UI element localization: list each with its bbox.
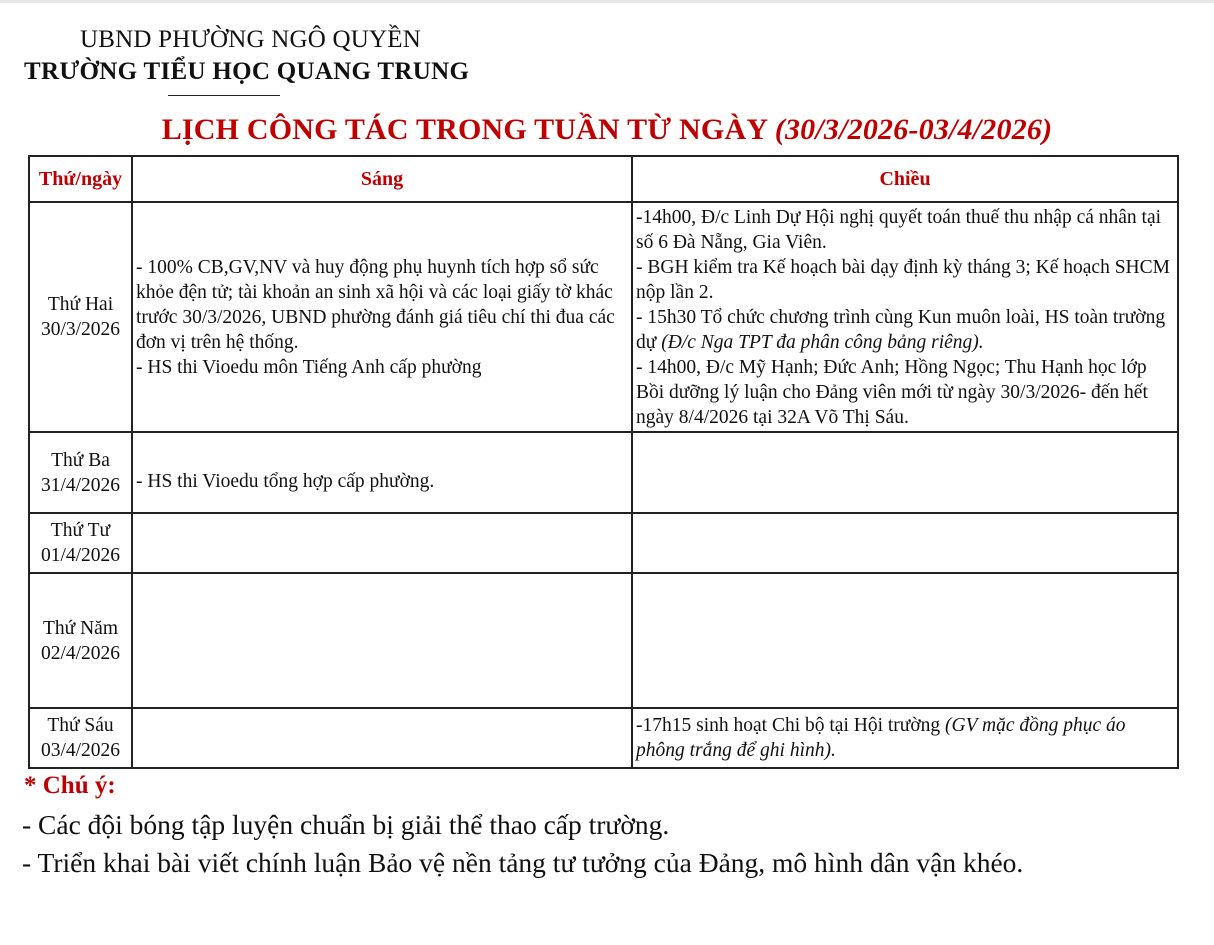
afternoon-item xyxy=(636,713,1174,763)
day-cell xyxy=(29,202,132,432)
school-name: TRƯỜNG TIỂU HỌC QUANG TRUNG xyxy=(24,58,470,85)
morning-cell xyxy=(132,708,632,768)
day-name: Thứ Ba xyxy=(51,449,110,471)
afternoon-item xyxy=(636,305,1174,355)
afternoon-item: -14h00, Đ/c Linh Dự Hội nghị quyết toán thuế thu nhập cá nhân tại số 6 Đà Nẵng, Gia Viên. xyxy=(636,206,1162,253)
afternoon-item: - BGH kiểm tra Kế hoạch bài dạy định kỳ tháng 3; Kế hoạch SHCM nộp lần 2. xyxy=(636,256,1170,303)
page-title xyxy=(0,113,1214,147)
morning-cell xyxy=(132,573,632,708)
org-parent-name: UBND PHƯỜNG NGÔ QUYỀN xyxy=(80,26,421,53)
morning-item: - HS thi Vioedu môn Tiếng Anh cấp phường xyxy=(136,356,482,378)
afternoon-item-text: -17h15 sinh hoạt Chi bộ tại Hội trường xyxy=(636,715,946,736)
table-row xyxy=(29,513,1178,573)
afternoon-cell xyxy=(632,573,1178,708)
note-item: - Các đội bóng tập luyện chuẩn bị giải thể thao cấp trường. xyxy=(22,809,670,840)
morning-item: - 100% CB,GV,NV và huy động phụ huynh tích hợp sổ sức khỏe đện tử; tài khoản an sinh xã hội và các loại giấy tờ khác trước 30/3/2026, UBND phường đánh giá tiêu chí thi đua các đơn vị trên hệ thống. xyxy=(136,256,615,353)
day-cell xyxy=(29,513,132,573)
afternoon-cell xyxy=(632,513,1178,573)
day-cell xyxy=(29,573,132,708)
day-cell xyxy=(29,432,132,513)
table-row xyxy=(29,708,1178,768)
afternoon-item-note: (Đ/c Nga TPT đa phân công bảng riêng). xyxy=(661,331,984,353)
afternoon-cell xyxy=(632,708,1178,768)
weekly-schedule-table xyxy=(28,155,1179,769)
day-name: Thứ Hai xyxy=(47,294,114,315)
morning-cell xyxy=(132,202,632,432)
morning-cell xyxy=(132,513,632,573)
morning-cell xyxy=(132,432,632,513)
day-date: 02/4/2026 xyxy=(40,642,121,664)
table-header-row xyxy=(29,156,1178,202)
header-afternoon: Chiều xyxy=(632,156,1178,202)
header-day: Thứ/ngày xyxy=(29,156,132,202)
day-date: 03/4/2026 xyxy=(40,740,121,761)
day-cell xyxy=(29,708,132,768)
day-name: Thứ Sáu xyxy=(47,715,114,736)
notes-title: * Chú ý: xyxy=(24,772,116,799)
header-morning: Sáng xyxy=(132,156,632,202)
afternoon-item-text: - 15h30 Tổ chức chương trình cùng Kun muôn loài, HS toàn trường dự xyxy=(636,306,1166,353)
day-date: 01/4/2026 xyxy=(40,545,121,566)
top-border-line xyxy=(0,0,1214,3)
afternoon-cell xyxy=(632,432,1178,513)
day-name: Thứ Năm xyxy=(42,617,118,639)
table-row xyxy=(29,202,1178,432)
table-row xyxy=(29,573,1178,708)
morning-item: - HS thi Vioedu tổng hợp cấp phường. xyxy=(136,470,435,492)
title-date-range: (30/3/2026-03/4/2026) xyxy=(774,113,1053,146)
title-text: LỊCH CÔNG TÁC TRONG TUẦN TỪ NGÀY xyxy=(161,113,775,146)
header-underline xyxy=(168,95,280,96)
day-name: Thứ Tư xyxy=(50,520,111,541)
afternoon-item-note: (GV mặc đồng phục áo phông trắng để ghi hình). xyxy=(636,715,1126,761)
afternoon-item: - 14h00, Đ/c Mỹ Hạnh; Đức Anh; Hồng Ngọc; Thu Hạnh học lớp Bồi dưỡng lý luận cho Đảng viên mới từ ngày 30/3/2026- đến hết ngày 8/4/2026 tại 32A Võ Thị Sáu. xyxy=(636,356,1148,428)
day-date: 30/3/2026 xyxy=(40,319,121,340)
table-row xyxy=(29,432,1178,513)
afternoon-cell xyxy=(632,202,1178,432)
note-item: - Triển khai bài viết chính luận Bảo vệ nền tảng tư tưởng của Đảng, mô hình dân vận khéo. xyxy=(22,847,1024,878)
day-date: 31/4/2026 xyxy=(40,474,121,496)
